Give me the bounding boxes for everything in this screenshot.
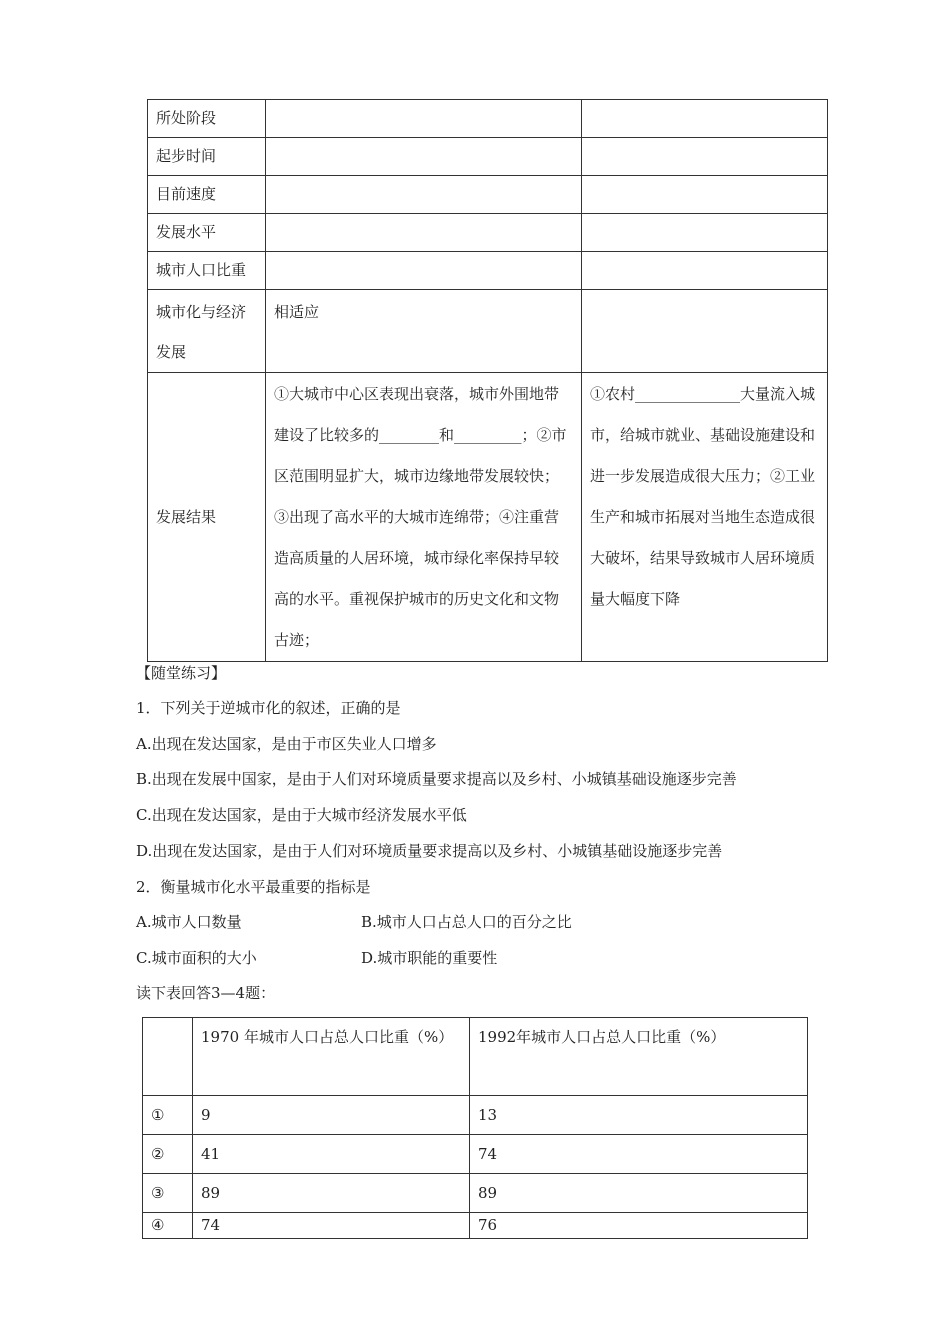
question-2-option-a: A.城市人口数量 (136, 913, 242, 931)
developing-cell (582, 176, 828, 214)
header-cell (143, 1018, 193, 1096)
question-2: 2．衡量城市化水平最重要的指标是 (136, 878, 371, 896)
developing-cell (582, 100, 828, 138)
table-row (148, 252, 828, 290)
table-row (148, 100, 828, 138)
country-marker: ① (143, 1096, 193, 1135)
value-1970: 41 (193, 1135, 470, 1174)
header-cell: 1992年城市人口占总人口比重（%） (470, 1018, 808, 1096)
table-row (148, 373, 828, 662)
row-label: 城市人口比重 (148, 252, 266, 290)
developing-cell (582, 214, 828, 252)
developed-cell: 相适应 (266, 290, 582, 373)
row-label: 发展结果 (148, 373, 266, 662)
developed-cell (266, 176, 582, 214)
questions-3-4-intro: 读下表回答3—4题： (136, 984, 276, 1002)
country-marker: ④ (143, 1213, 193, 1239)
question-2-option-c: C.城市面积的大小 (136, 949, 257, 967)
table-row (148, 214, 828, 252)
country-marker: ② (143, 1135, 193, 1174)
table-row (143, 1096, 808, 1135)
row-label: 所处阶段 (148, 100, 266, 138)
table-row (143, 1135, 808, 1174)
header-cell: 1970 年城市人口占总人口比重（%） (193, 1018, 470, 1096)
table-row (148, 138, 828, 176)
value-1992: 76 (470, 1213, 808, 1239)
row-label: 发展水平 (148, 214, 266, 252)
question-1-option-d: D.出现在发达国家，是由于人们对环境质量要求提高以及乡村、小城镇基础设施逐步完善 (136, 842, 723, 860)
question-1: 1．下列关于逆城市化的叙述，正确的是 (136, 699, 401, 717)
question-2-option-d: D.城市职能的重要性 (361, 949, 498, 967)
row-label: 目前速度 (148, 176, 266, 214)
row-label: 城市化与经济发展 (148, 290, 266, 373)
urban-population-table (142, 1017, 808, 1239)
question-1-option-a: A.出现在发达国家，是由于市区失业人口增多 (136, 735, 437, 753)
developing-cell (582, 138, 828, 176)
developing-cell (582, 290, 828, 373)
table-header-row (143, 1018, 808, 1096)
table-row (143, 1174, 808, 1213)
value-1992: 89 (470, 1174, 808, 1213)
value-1970: 89 (193, 1174, 470, 1213)
developed-cell (266, 252, 582, 290)
developed-cell (266, 138, 582, 176)
question-1-option-c: C.出现在发达国家，是由于大城市经济发展水平低 (136, 806, 467, 824)
question-1-option-b: B.出现在发展中国家，是由于人们对环境质量要求提高以及乡村、小城镇基础设施逐步完善 (136, 770, 737, 788)
developing-cell: ①农村______________大量流入城市，给城市就业、基础设施建设和进一步发展造成很大压力；②工业生产和城市拓展对当地生态造成很大破坏，结果导致城市人居环境质量大幅度下降 (582, 373, 828, 662)
value-1992: 13 (470, 1096, 808, 1135)
table-row (148, 290, 828, 373)
table-row (143, 1213, 808, 1239)
table-row (148, 176, 828, 214)
developing-cell (582, 252, 828, 290)
practice-heading: 【随堂练习】 (136, 664, 227, 682)
row-label: 起步时间 (148, 138, 266, 176)
urbanization-comparison-table (147, 99, 828, 662)
developed-cell: ①大城市中心区表现出衰落，城市外围地带建设了比较多的________和_________；②市区范围明显扩大，城市边缘地带发展较快；③出现了高水平的大城市连绵带；④注重营造高质量的人居环境，城市绿化率保持早较高的水平。重视保护城市的历史文化和文物古迹； (266, 373, 582, 662)
value-1992: 74 (470, 1135, 808, 1174)
question-2-option-b: B.城市人口占总人口的百分之比 (361, 913, 572, 931)
country-marker: ③ (143, 1174, 193, 1213)
value-1970: 9 (193, 1096, 470, 1135)
developed-cell (266, 214, 582, 252)
value-1970: 74 (193, 1213, 470, 1239)
developed-cell (266, 100, 582, 138)
